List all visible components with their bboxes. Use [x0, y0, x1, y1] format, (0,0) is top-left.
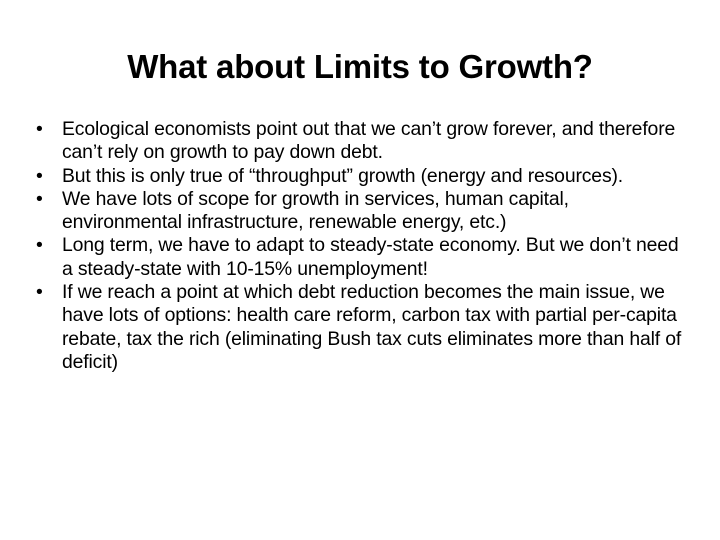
- bullet-text: Ecological economists point out that we can’t grow forever, and therefore can’t rely on growth to pay down debt.: [62, 118, 676, 164]
- bullet-dot: •: [36, 118, 43, 140]
- bullet-text: Long term, we have to adapt to steady-state economy. But we don’t need a steady-state with 10-15% unemployment!: [62, 234, 679, 280]
- bullet-item: [36, 188, 686, 235]
- bullet-dot: •: [36, 281, 43, 304]
- bullet-item: [36, 234, 686, 281]
- bullet-item: [36, 165, 686, 188]
- bullet-dot: •: [36, 164, 43, 187]
- bullet-text: If we reach a point at which debt reduction becomes the main issue, we have lots of options: health care reform, carbon tax with partial per-capita rebate, tax the rich (eliminating Bush tax cuts eliminates more than half of deficit): [62, 281, 682, 373]
- slide-title: What about Limits to Growth?: [127, 48, 593, 85]
- bullet-text: We have lots of scope for growth in services, human capital, environmental infrastructure, renewable energy, etc.): [62, 187, 569, 234]
- bullet-dot: •: [36, 187, 43, 210]
- bullet-item: [36, 118, 686, 165]
- bullet-item: [36, 281, 686, 374]
- bullet-dot: •: [36, 234, 43, 257]
- bullet-text: But this is only true of “throughput” growth (energy and resources).: [62, 164, 624, 187]
- bullet-list: [36, 118, 686, 374]
